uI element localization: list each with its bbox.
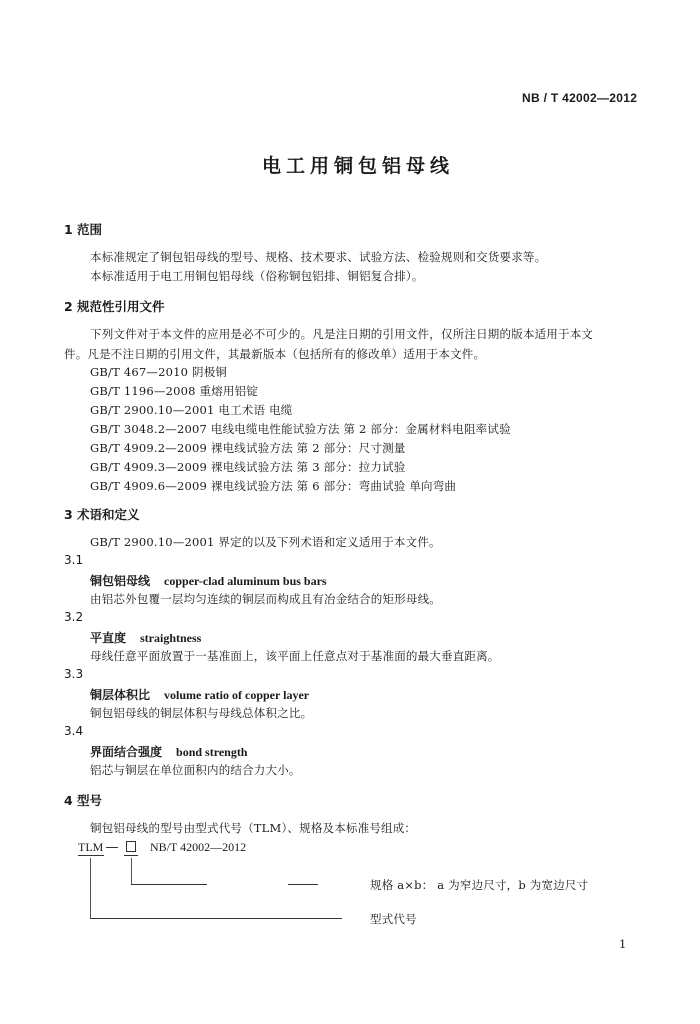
term-chinese: 铜层体积比 bbox=[90, 688, 151, 702]
term-number: 3.4 bbox=[64, 724, 84, 738]
term-number: 3.3 bbox=[64, 667, 84, 681]
term-chinese: 平直度 bbox=[90, 631, 127, 645]
reference-item: GB/T 4909.6—2009 裸电线试验方法 第 6 部分：弯曲试验 单向弯曲 bbox=[90, 479, 457, 493]
term-heading bbox=[90, 686, 309, 703]
reference-item: GB/T 2900.10—2001 电工术语 电缆 bbox=[90, 403, 293, 417]
section-1-paragraph-2: 本标准适用于电工用铜包铝母线（俗称铜包铝排、铜铝复合排）。 bbox=[90, 269, 424, 283]
reference-item: GB/T 3048.2—2007 电线电缆电性能试验方法 第 2 部分：金属材料电阻率试验 bbox=[90, 422, 511, 436]
section-2-paragraph-line-2: 件。凡是不注日期的引用文件，其最新版本（包括所有的修改单）适用于本文件。 bbox=[64, 347, 486, 361]
model-standard-number: NB/T 42002—2012 bbox=[150, 840, 247, 854]
reference-item: GB/T 4909.3—2009 裸电线试验方法 第 3 部分：拉力试验 bbox=[90, 460, 406, 474]
section-3-intro: GB/T 2900.10—2001 界定的以及下列术语和定义适用于本文件。 bbox=[90, 535, 441, 549]
section-3-heading: 3 术语和定义 bbox=[64, 507, 140, 522]
spec-leader-horizontal bbox=[131, 884, 207, 885]
spec-leader-vertical bbox=[131, 858, 132, 884]
section-4-intro: 铜包铝母线的型号由型式代号（TLM）、规格及本标准号组成： bbox=[90, 821, 417, 835]
term-heading bbox=[90, 572, 327, 589]
spec-leader-horizontal-end bbox=[288, 884, 318, 885]
model-spec-box bbox=[126, 841, 136, 852]
reference-item: GB/T 467—2010 阴极铜 bbox=[90, 365, 228, 379]
term-english: volume ratio of copper layer bbox=[164, 688, 310, 702]
term-english: bond strength bbox=[176, 745, 248, 759]
section-4-heading: 4 型号 bbox=[64, 793, 103, 808]
term-heading bbox=[90, 743, 247, 760]
section-1-heading: 1 范围 bbox=[64, 222, 103, 237]
reference-item: GB/T 1196—2008 重熔用铝锭 bbox=[90, 384, 259, 398]
type-code-leader-horizontal bbox=[90, 918, 342, 919]
term-english: copper-clad aluminum bus bars bbox=[164, 574, 327, 588]
section-2-paragraph-line-1: 下列文件对于本文件的应用是必不可少的。凡是注日期的引用文件，仅所注日期的版本适用于本文 bbox=[90, 327, 594, 341]
term-definition: 铝芯与铜层在单位面积内的结合力大小。 bbox=[90, 763, 301, 777]
section-2-heading: 2 规范性引用文件 bbox=[64, 299, 165, 314]
type-code-leader-vertical bbox=[90, 858, 91, 918]
document-title: 电工用铜包铝母线 bbox=[262, 155, 455, 177]
term-number: 3.1 bbox=[64, 553, 84, 567]
standard-number: NB / T 42002—2012 bbox=[522, 91, 638, 105]
term-definition: 由铝芯外包覆一层均匀连续的铜层而构成且有冶金结合的矩形母线。 bbox=[90, 592, 441, 606]
term-definition: 母线任意平面放置于一基准面上，该平面上任意点对于基准面的最大垂直距离。 bbox=[90, 649, 500, 663]
model-dash bbox=[106, 847, 118, 848]
model-spec-underline bbox=[124, 855, 138, 856]
legend-type-code: 型式代号 bbox=[370, 912, 417, 926]
term-number: 3.2 bbox=[64, 610, 84, 624]
model-type-code: TLM bbox=[78, 840, 104, 854]
reference-item: GB/T 4909.2—2009 裸电线试验方法 第 2 部分：尺寸测量 bbox=[90, 441, 406, 455]
term-heading bbox=[90, 629, 201, 646]
term-chinese: 铜包铝母线 bbox=[90, 574, 151, 588]
term-chinese: 界面结合强度 bbox=[90, 745, 163, 759]
model-code-underline bbox=[78, 855, 104, 856]
term-definition: 铜包铝母线的铜层体积与母线总体积之比。 bbox=[90, 706, 313, 720]
section-1-paragraph-1: 本标准规定了铜包铝母线的型号、规格、技术要求、试验方法、检验规则和交货要求等。 bbox=[90, 250, 547, 264]
page-number: 1 bbox=[619, 937, 627, 951]
term-english: straightness bbox=[140, 631, 202, 645]
legend-specification: 规格 a×b： a 为窄边尺寸，b 为宽边尺寸 bbox=[370, 878, 589, 892]
